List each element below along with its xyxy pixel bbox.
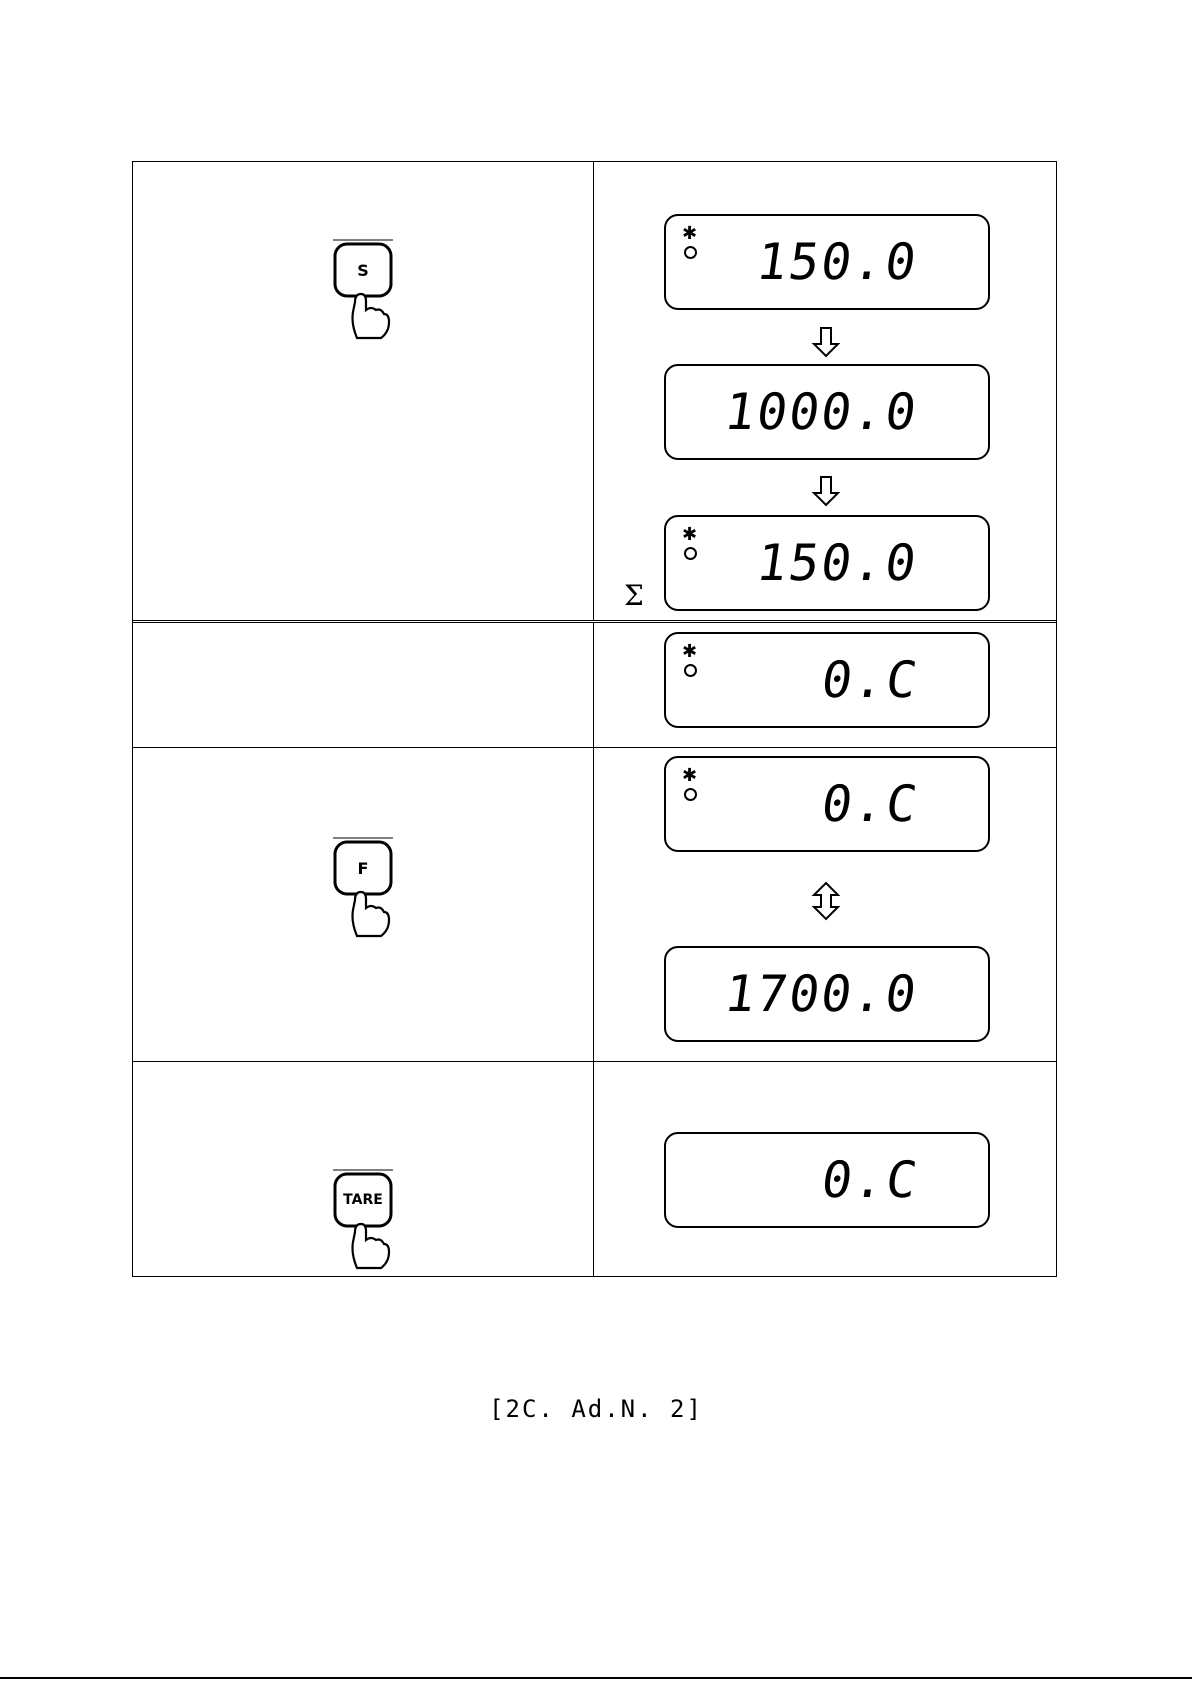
indicator-ring xyxy=(684,664,697,677)
footer-rule xyxy=(0,1677,1192,1679)
table-row xyxy=(133,1062,1056,1276)
lcd-reading: 0.C xyxy=(817,651,923,709)
lcd-reading: 150.0 xyxy=(753,534,923,592)
lcd-display xyxy=(664,632,990,728)
arrow-down-icon xyxy=(811,326,841,358)
table-row xyxy=(133,623,1056,748)
arrow-down-icon xyxy=(811,475,841,507)
table-row xyxy=(133,162,1056,623)
indicator-ring xyxy=(684,788,697,801)
s-key-icon xyxy=(331,238,401,342)
lcd-reading: 0.C xyxy=(817,775,923,833)
lcd-reading: 150.0 xyxy=(753,233,923,291)
lcd-reading: 0.C xyxy=(817,1151,923,1209)
lcd-display xyxy=(664,515,990,611)
tare-key-label: TARE xyxy=(343,1192,383,1208)
menu-code: [2C. Ad.N. 2] xyxy=(489,1395,703,1423)
indicator-ring xyxy=(684,246,697,259)
lcd-reading: 1700.0 xyxy=(721,965,923,1023)
table-row xyxy=(133,748,1056,1062)
f-key-icon xyxy=(331,836,401,940)
lcd-display xyxy=(664,1132,990,1228)
tare-key-icon xyxy=(331,1168,401,1272)
stable-indicator: ✱ xyxy=(682,223,698,244)
lcd-display xyxy=(664,214,990,310)
sigma-symbol: Σ xyxy=(624,579,644,612)
s-key-label: S xyxy=(357,261,369,280)
stable-indicator: ✱ xyxy=(682,641,698,662)
stable-indicator: ✱ xyxy=(682,765,698,786)
instruction-table xyxy=(132,161,1057,1277)
f-key-label: F xyxy=(357,859,369,878)
indicator-ring xyxy=(684,547,697,560)
lcd-display xyxy=(664,756,990,852)
lcd-reading: 1000.0 xyxy=(721,383,923,441)
arrow-up-down-icon xyxy=(811,881,841,921)
stable-indicator: ✱ xyxy=(682,524,698,545)
lcd-display xyxy=(664,946,990,1042)
lcd-display xyxy=(664,364,990,460)
